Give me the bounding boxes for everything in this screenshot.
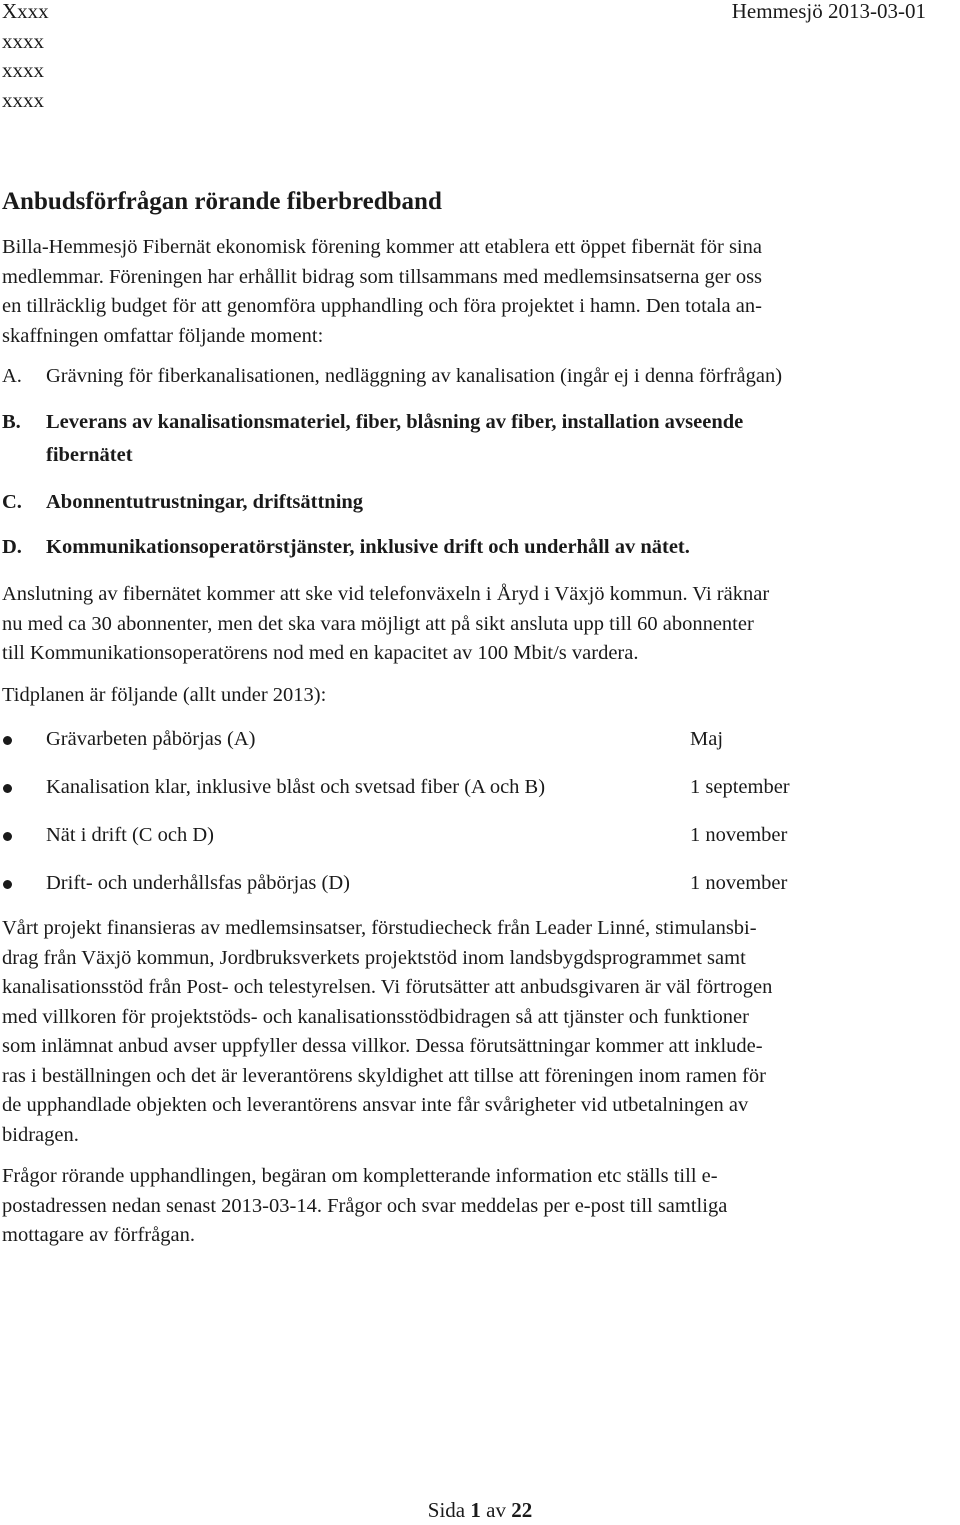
paragraph-line: med villkoren för projektstöds- och kanalisationsstödbidragen så att tjänster och funktioner (2, 1005, 749, 1028)
moment-text: Grävning för fiberkanalisationen, nedläggning av kanalisation (ingår ej i denna förfrågan) (46, 365, 783, 387)
paragraph-line: Billa-Hemmesjö Fibernät ekonomisk förening kommer att etablera ett öppet fibernät för sina (2, 236, 762, 258)
schedule-item (0, 773, 960, 803)
paragraph-line: de upphandlade objekten och leverantörens ansvar inte får svårigheter vid utbetalningen av (2, 1094, 749, 1116)
place-date: Hemmesjö 2013-03-01 (731, 0, 926, 23)
moment-item-d (2, 533, 958, 563)
paragraph-line: drag från Växjö kommun, Jordbruksverkets projektstöd inom landsbygdsprogrammet samt (2, 946, 746, 969)
schedule-date: 1 november (690, 872, 788, 894)
paragraph-line: Vårt projekt finansieras av medlemsinsatser, förstudiecheck från Leader Linné, stimulansbi- (2, 917, 757, 939)
paragraph-line: postadressen nedan senast 2013-03-14. Frågor och svar meddelas per e-post till samtliga (2, 1194, 728, 1217)
paragraph-line: som inlämnat anbud avser uppfyller dessa villkor. Dessa förutsättningar kommer att inklude- (2, 1035, 763, 1057)
schedule-task: Kanalisation klar, inklusive blåst och svetsad fiber (A och B) (46, 776, 546, 798)
connection-paragraph (2, 580, 958, 669)
page-number: 1 (470, 1498, 481, 1522)
financing-paragraph (2, 914, 958, 1150)
schedule-date: Maj (690, 728, 724, 750)
schedule-item (0, 869, 960, 899)
paragraph-line: Anslutning av fibernätet kommer att ske vid telefonväxeln i Åryd i Växjö kommun. Vi räknar (2, 583, 770, 605)
paragraph-line: kanalisationsstöd från Post- och telestyrelsen. Vi förutsätter att anbudsgivaren är väl förtrogen (2, 976, 773, 998)
sender-address (2, 0, 49, 115)
moment-item-a (2, 362, 958, 392)
schedule-item (0, 821, 960, 851)
schedule-date: 1 november (690, 824, 788, 846)
bullet-icon (3, 736, 12, 745)
paragraph-line: nu med ca 30 abonnenter, men det ska vara möjligt att på sikt ansluta upp till 60 abonnenter (2, 612, 754, 635)
schedule-task: Grävarbeten påbörjas (A) (46, 728, 256, 750)
paragraph-line: medlemmar. Föreningen har erhållit bidrag som tillsammans med medlemsinsatserna ger oss (2, 265, 763, 288)
bullet-icon (3, 832, 12, 841)
sender-line: Xxxx (2, 0, 49, 23)
questions-paragraph (2, 1162, 958, 1251)
moment-text: Abonnentutrustningar, driftsättning (46, 491, 364, 513)
moment-item-b (2, 408, 958, 472)
paragraph-line: Frågor rörande upphandlingen, begäran om kompletterande information etc ställs till e- (2, 1165, 718, 1187)
moment-letter: A. (2, 365, 22, 387)
intro-paragraph (2, 233, 958, 351)
document-title: Anbudsförfrågan rörande fiberbredband (2, 188, 442, 215)
moment-text: fibernätet (46, 444, 133, 466)
paragraph-line: skaffningen omfattar följande moment: (2, 324, 324, 347)
schedule-intro: Tidplanen är följande (allt under 2013): (2, 684, 327, 706)
sender-line: xxxx (2, 28, 44, 53)
paragraph-line: ras i beställningen och det är leverantörens skyldighet att tillse att föreningen inom ramen för (2, 1064, 766, 1087)
moment-letter: D. (2, 536, 22, 558)
sender-line: xxxx (2, 87, 44, 112)
paragraph-line: mottagare av förfrågan. (2, 1224, 195, 1246)
schedule-task: Drift- och underhållsfas påbörjas (D) (46, 872, 350, 894)
moment-letter: C. (2, 491, 22, 513)
schedule-item (0, 725, 960, 755)
paragraph-line: bidragen. (2, 1123, 79, 1146)
paragraph-line: till Kommunikationsoperatörens nod med en kapacitet av 100 Mbit/s vardera. (2, 642, 639, 664)
page-total: 22 (511, 1498, 533, 1522)
page-footer (0, 1496, 960, 1525)
sender-line: xxxx (2, 58, 44, 82)
moment-text: Kommunikationsoperatörstjänster, inklusive drift och underhåll av nätet. (46, 536, 690, 558)
paragraph-line: en tillräcklig budget för att genomföra upphandling och föra projektet i hamn. Den totala an- (2, 295, 762, 317)
bullet-icon (3, 880, 12, 889)
moment-letter: B. (2, 411, 21, 433)
footer-prefix: Sida (427, 1498, 466, 1522)
footer-separator: av (486, 1498, 506, 1522)
moment-item-c (2, 488, 958, 518)
schedule-task: Nät i drift (C och D) (46, 824, 214, 846)
bullet-icon (3, 784, 12, 793)
schedule-date: 1 september (690, 776, 790, 798)
moment-text: Leverans av kanalisationsmateriel, fiber, blåsning av fiber, installation avseende (46, 411, 744, 433)
